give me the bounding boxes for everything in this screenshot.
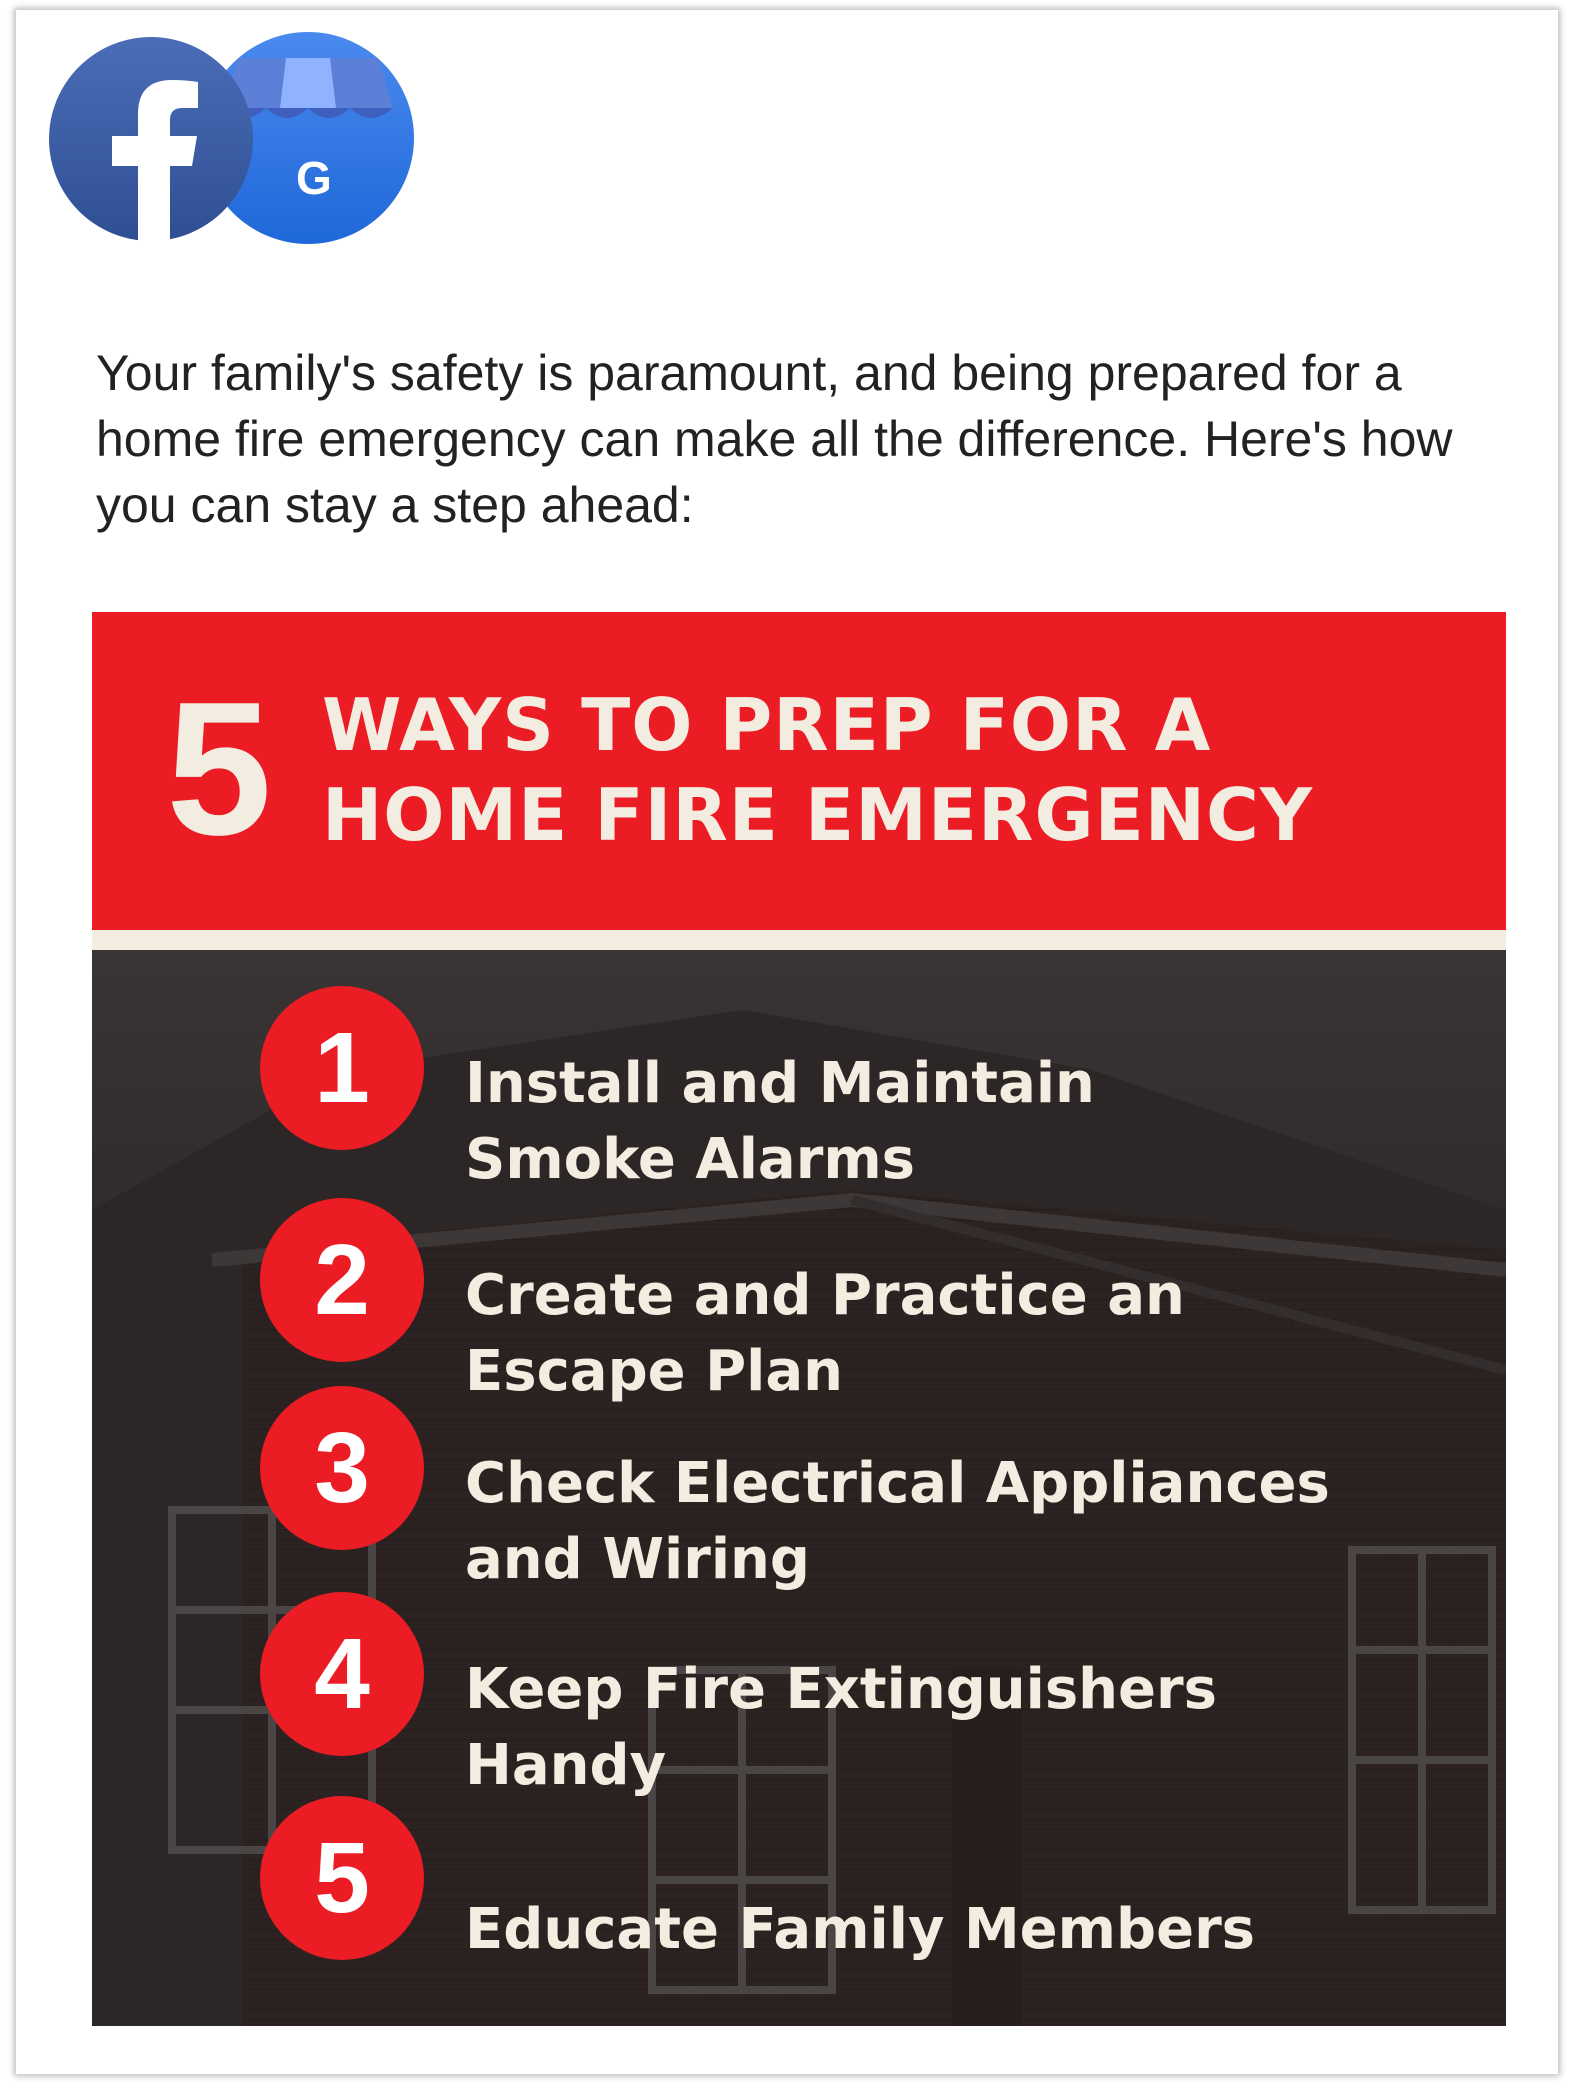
title-line-2: HOME FIRE EMERGENCY — [322, 773, 1313, 857]
step-text-line-1: Install and Maintain — [465, 1051, 1095, 1116]
step-number-badge: 4 — [260, 1592, 424, 1756]
step-number-badge: 5 — [260, 1796, 424, 1960]
banner-divider — [92, 930, 1506, 950]
list-item — [260, 1386, 1460, 1592]
fire-safety-infographic — [92, 612, 1506, 2026]
facebook-icon[interactable] — [46, 34, 256, 244]
step-text — [465, 1046, 1465, 1198]
banner-number: 5 — [166, 663, 272, 875]
step-text-line-2: and Wiring — [465, 1527, 810, 1592]
step-number-badge: 3 — [260, 1386, 424, 1550]
list-item — [260, 1198, 1460, 1404]
step-text-line-2: Smoke Alarms — [465, 1127, 915, 1192]
step-number-badge: 2 — [260, 1198, 424, 1362]
step-text — [465, 1892, 1465, 1968]
intro-text: Your family's safety is paramount, and being prepared for a home fire emergency can make all the difference. Here's how you can stay a step ahead: — [96, 345, 1453, 533]
step-text-line-2: Escape Plan — [465, 1339, 844, 1404]
infographic-title — [322, 680, 1492, 860]
step-text-line-1: Check Electrical Appliances — [465, 1451, 1330, 1516]
step-text-line-1: Create and Practice an — [465, 1263, 1185, 1328]
infographic-banner — [92, 612, 1506, 930]
list-item — [260, 1796, 1460, 1966]
step-text — [465, 1446, 1465, 1598]
svg-text:G: G — [296, 152, 332, 204]
step-text — [465, 1652, 1465, 1804]
step-text-line-2: Handy — [465, 1733, 667, 1798]
list-item — [260, 1592, 1460, 1798]
step-number-badge: 1 — [260, 986, 424, 1150]
title-line-1: WAYS TO PREP FOR A — [322, 683, 1212, 767]
social-logos — [46, 28, 416, 248]
post-card — [16, 10, 1558, 2074]
steps-list — [92, 950, 1506, 2026]
step-text-line-1: Keep Fire Extinguishers — [465, 1657, 1217, 1722]
list-item — [260, 986, 1460, 1192]
step-text-line-1: Educate Family Members — [465, 1897, 1256, 1962]
